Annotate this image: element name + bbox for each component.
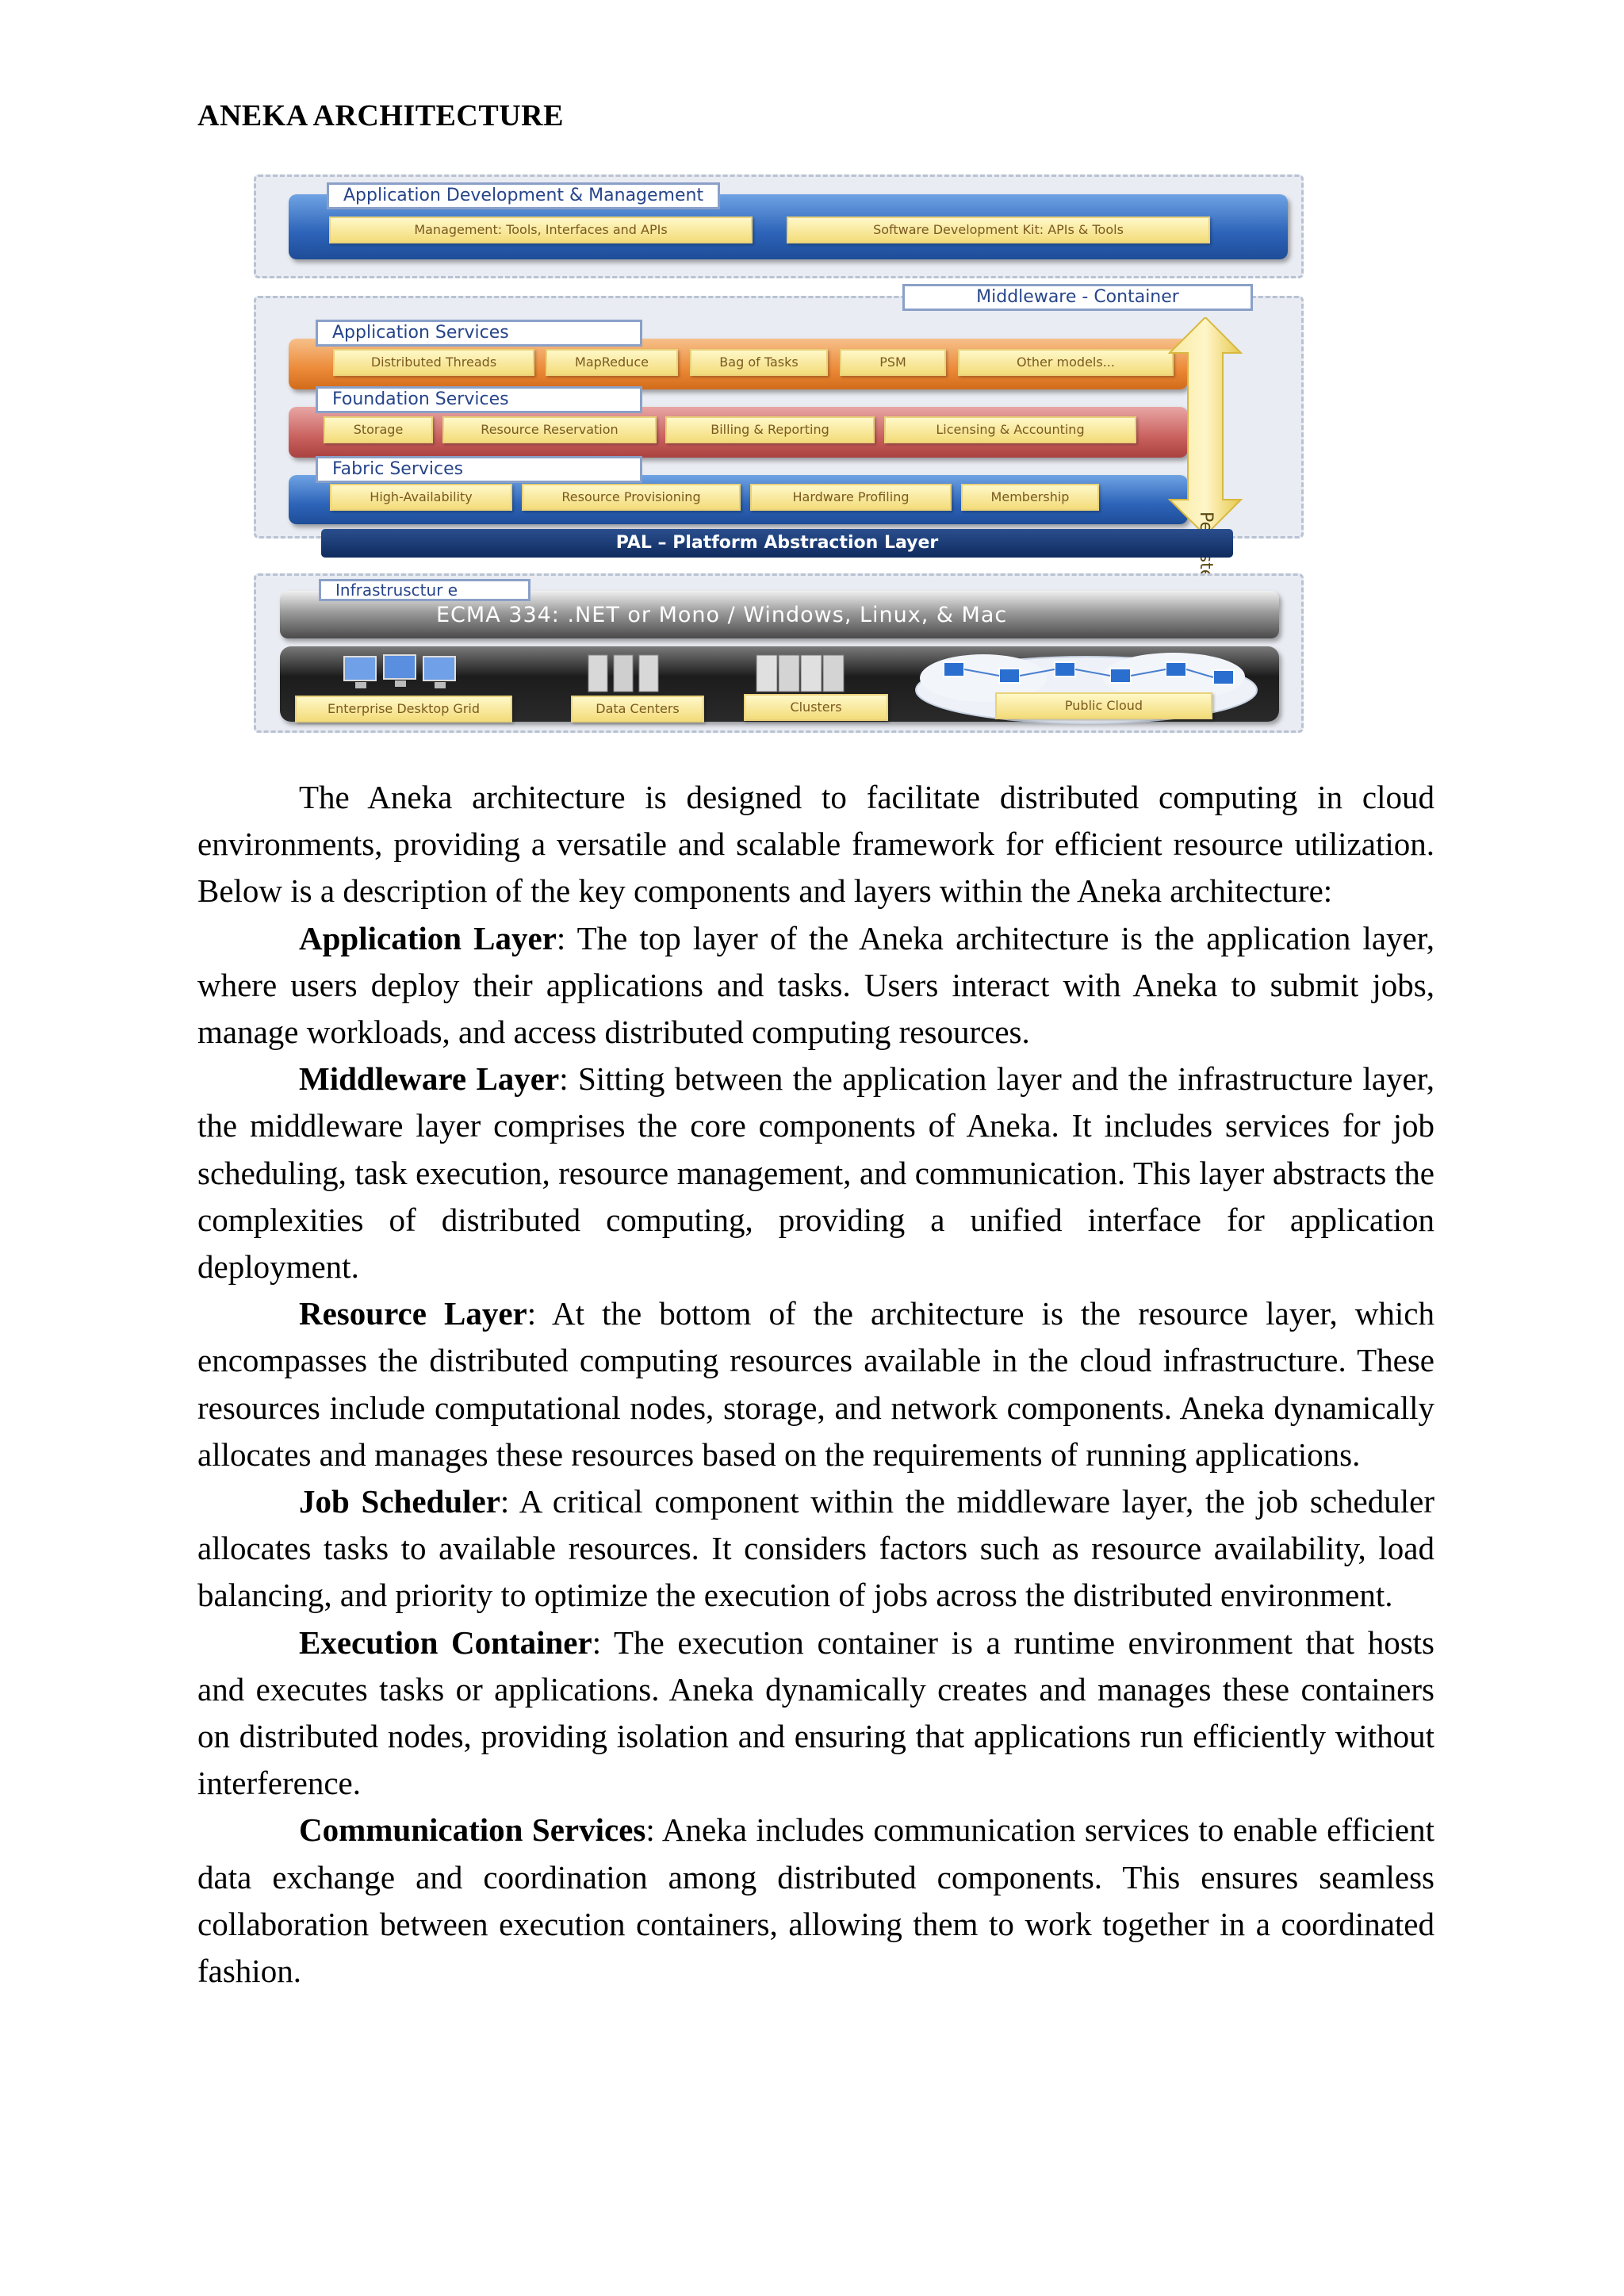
pal-bar	[321, 529, 1233, 558]
infra-chip: Clusters	[744, 694, 888, 721]
data-center-icon	[585, 652, 665, 696]
execution-container-paragraph	[197, 1619, 1434, 1807]
fabric-label: Fabric Services	[316, 456, 642, 483]
job-scheduler-paragraph	[197, 1478, 1434, 1619]
job-scheduler-term: Job Scheduler	[299, 1483, 500, 1520]
fabric-chip: Resource Provisioning	[522, 484, 741, 511]
infra-chip: Public Cloud	[995, 692, 1212, 719]
mgmt-chip: Management: Tools, Interfaces and APIs	[329, 217, 753, 243]
middleware-layer-paragraph	[197, 1056, 1434, 1290]
resource-layer-term: Resource Layer	[299, 1295, 527, 1332]
foundation-chip: Resource Reservation	[442, 416, 657, 443]
persistence-arrow	[1166, 317, 1245, 535]
application-layer-text: : The top layer of the Aneka architecture is the application layer, where users deploy their applications and tasks. Users interact with Aneka to submit jobs, manage workloads, and access distributed computing resources.	[197, 919, 1434, 1051]
communication-services-paragraph	[197, 1807, 1434, 1995]
communication-services-term: Communication Services	[299, 1811, 646, 1849]
execution-container-text: : The execution container is a runtime environment that hosts and executes tasks or applications. Aneka dynamically creates and manages these containers on distributed nodes, providing isolation and ensuring that applications run efficiently without interference.	[197, 1623, 1434, 1802]
middleware-layer-text: : Sitting between the application layer and the infrastructure layer, the middleware layer comprises the core components of Aneka. It includes services for job scheduling, task execution, resource management, and communication. This layer abstracts the complexities of distributed computing, providing a unified interface for application deployment.	[197, 1060, 1434, 1286]
aneka-architecture-diagram	[254, 171, 1304, 731]
middleware-layer-term: Middleware Layer	[299, 1060, 560, 1098]
infra-label: Infrastrusctur e	[319, 579, 530, 601]
foundation-chip: Licensing & Accounting	[884, 416, 1136, 443]
application-layer-paragraph	[197, 915, 1434, 1056]
fabric-chip: High-Availability	[330, 484, 512, 511]
desktop-grid-icon	[341, 650, 460, 698]
sdk-chip: Software Development Kit: APIs & Tools	[787, 217, 1210, 243]
body-text	[197, 774, 1434, 1995]
resource-layer-paragraph	[197, 1290, 1434, 1478]
intro-paragraph: The Aneka architecture is designed to facilitate distributed computing in cloud environments, providing a versatile and scalable framework for efficient resource utilization. Below is a description of the key components and layers within the Aneka architecture:	[197, 779, 1434, 910]
fabric-chip: Hardware Profiling	[750, 484, 952, 511]
infra-chip: Data Centers	[571, 696, 704, 723]
app-services-chip: PSM	[840, 349, 946, 376]
resource-layer-text: : At the bottom of the architecture is the resource layer, which encompasses the distributed computing resources available in the cloud infrastructure. These resources include computational nodes, storage, and network components. Aneka dynamically allocates and manages these resources based on the requirements of running applications.	[197, 1295, 1434, 1473]
ecma-label: ECMA 334: .NET or Mono / Windows, Linux, & Mac	[436, 603, 1008, 627]
clusters-icon	[753, 652, 848, 696]
foundation-chip: Storage	[324, 416, 433, 443]
application-layer-term: Application Layer	[299, 919, 557, 956]
app-services-chip: MapReduce	[546, 349, 678, 376]
app-dev-label: Application Development & Management	[327, 182, 720, 209]
foundation-chip: Billing & Reporting	[665, 416, 875, 443]
execution-container-term: Execution Container	[299, 1623, 592, 1661]
page-title: ANEKA ARCHITECTURE	[197, 99, 564, 132]
fabric-chip: Membership	[961, 484, 1099, 511]
job-scheduler-text: : A critical component within the middleware layer, the job scheduler allocates tasks to available resources. It considers factors such as resource availability, load balancing, and priority to optimize the execution of jobs across the distributed environment.	[197, 1483, 1434, 1614]
middleware-label: Middleware - Container	[902, 284, 1253, 311]
communication-services-text: : Aneka includes communication services to enable efficient data exchange and coordination among distributed components. This ensures seamless collaboration between execution containers, allowing them to work together in a coordinated fashion.	[197, 1811, 1434, 1990]
app-services-chip: Distributed Threads	[333, 349, 534, 376]
app-services-chip: Other models...	[958, 349, 1174, 376]
app-services-label: Application Services	[316, 320, 642, 347]
foundation-label: Foundation Services	[316, 386, 642, 413]
app-services-chip: Bag of Tasks	[690, 349, 828, 376]
infra-chip: Enterprise Desktop Grid	[295, 696, 512, 723]
pal-label: PAL – Platform Abstraction Layer	[615, 533, 939, 553]
